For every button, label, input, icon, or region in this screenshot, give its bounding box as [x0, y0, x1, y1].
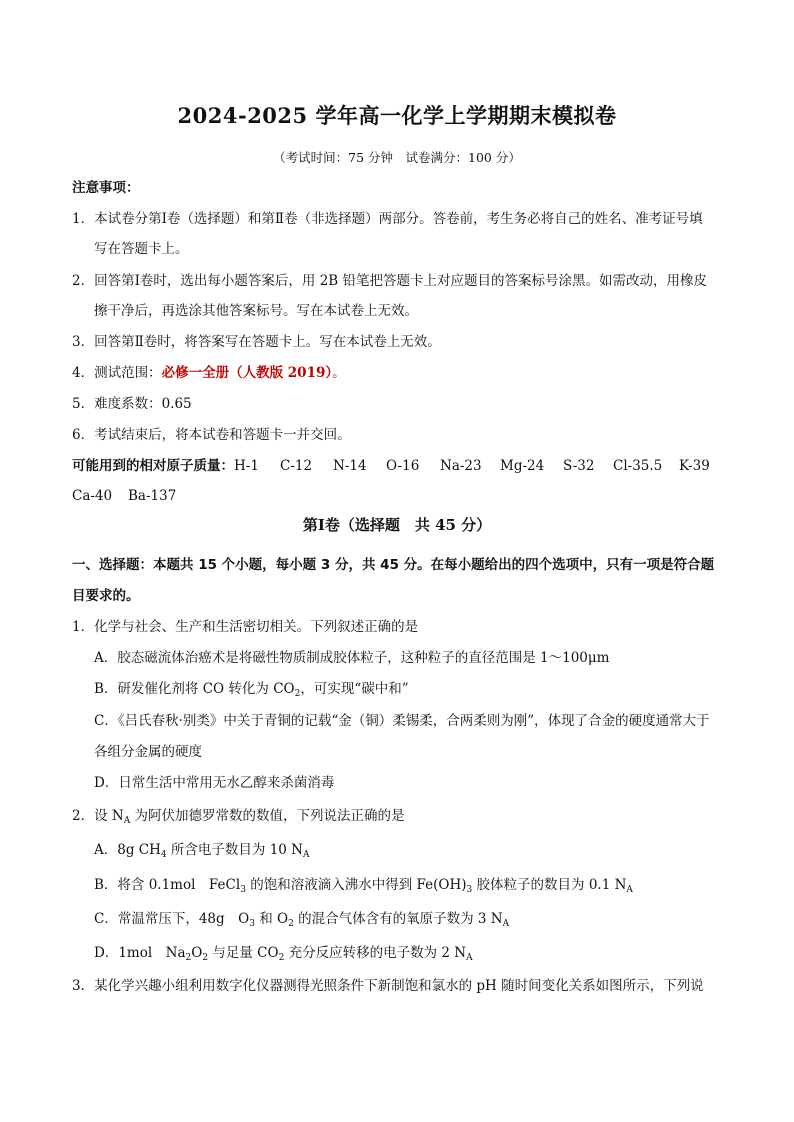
note-4 [72, 364, 346, 382]
q2-option-b-text: B．将含 0.1mol FeCl [94, 877, 241, 893]
q1-option-b-text: ，可实现“碳中和” [300, 681, 409, 697]
q2-option-d-text: 充分反应转移的电子数为 2 N [284, 945, 467, 961]
subscript: A [626, 885, 633, 895]
notes-heading: 注意事项： [72, 180, 140, 196]
instruction-line-2: 目要求的。 [72, 588, 140, 604]
q2-option-c-text: 和 O [254, 911, 289, 927]
note-3: 3．回答第Ⅱ卷时，将答案写在答题卡上。写在本试卷上无效。 [72, 334, 441, 350]
q1-stem: 1．化学与社会、生产和生活密切相关。下列叙述正确的是 [72, 619, 419, 635]
q2-option-c [94, 910, 509, 928]
subscript: 3 [249, 919, 255, 929]
q1-option-a: A．胶态磁流体治癌术是将磁性物质制成胶体粒子，这种粒子的直径范围是 1～100μm [94, 650, 610, 666]
subscript: 2 [278, 953, 285, 963]
instruction-line-1: 一、选择题：本题共 15 个小题，每小题 3 分，共 45 分。在每小题给出的四个选项中，只有一项是符合题 [72, 557, 715, 573]
q1-option-c-line-1: C．《吕氏春秋·别类》中关于青铜的记载“金（铜）柔锡柔，合两柔则为刚”，体现了合金的硬度通常大于 [94, 713, 710, 729]
subscript: 2 [288, 919, 294, 929]
note-6: 6．考试结束后，将本试卷和答题卡一并交回。 [72, 427, 351, 443]
subscript: 3 [240, 885, 246, 895]
atomic-mass-item: Cl-35.5 [613, 458, 663, 474]
subscript: 2 [202, 953, 209, 963]
subscript: 4 [160, 850, 167, 860]
q2-option-d-text: O [191, 945, 203, 961]
atomic-mass-row-2 [72, 487, 176, 505]
q1-option-c-line-2: 各组分金属的硬度 [94, 744, 202, 760]
subscript: 3 [466, 885, 473, 895]
q2-stem-text: 为阿伏加德罗常数的数值，下列说法正确的是 [130, 808, 405, 824]
subscript: A [502, 919, 510, 929]
atomic-mass-item: Ca-40 [72, 488, 113, 504]
atomic-mass-label: 可能用到的相对原子质量： [72, 458, 234, 474]
q2-option-b-text: 的饱和溶液滴入沸水中得到 Fe(OH) [245, 877, 467, 893]
note-4-scope: 必修一全册（人教版 2019） [161, 365, 333, 381]
note-1-line-1: 1．本试卷分第Ⅰ卷（选择题）和第Ⅱ卷（非选择题）两部分。答卷前，考生务必将自己的姓名、准考证号填 [72, 211, 703, 227]
q2-option-a-text: A．8g CH [94, 842, 161, 858]
q2-stem-text: 2．设 N [72, 808, 124, 824]
q2-option-d-text: 与足量 CO [208, 945, 279, 961]
q2-option-c-text: 的混合气体含有的氧原子数为 3 N [293, 911, 503, 927]
atomic-mass-item: Ba-137 [128, 488, 177, 504]
q2-option-c-text: C．常温常压下，48g O [94, 911, 250, 927]
q2-option-a-text: 所含电子数目为 10 N [166, 842, 303, 858]
atomic-mass-item: S-32 [563, 458, 595, 474]
atomic-mass-item: C-12 [280, 458, 313, 474]
exam-title: 2024-2025 学年高一化学上学期期末模拟卷 [177, 103, 617, 128]
note-1-line-2: 写在答题卡上。 [94, 241, 189, 257]
note-4-suffix: 。 [332, 365, 346, 381]
q2-option-d [94, 944, 473, 962]
atomic-mass-item: O-16 [386, 458, 420, 474]
exam-subtitle: （考试时间：75 分钟 试卷满分：100 分） [273, 150, 521, 165]
atomic-mass-item: Mg-24 [500, 458, 545, 474]
note-4-prefix: 4．测试范围： [72, 365, 162, 381]
q2-option-a [94, 841, 309, 859]
atomic-mass-item: N-14 [333, 458, 367, 474]
note-2-line-2: 擦干净后，再选涂其他答案标号。写在本试卷上无效。 [94, 303, 418, 319]
q2-option-b [94, 876, 633, 894]
atomic-mass-item: K-39 [679, 458, 710, 474]
note-2-line-1: 2．回答第Ⅰ卷时，选出每小题答案后，用 2B 铅笔把答题卡上对应题目的答案标号涂黑。如需改动，用橡皮 [72, 273, 708, 289]
subscript: A [302, 850, 310, 860]
atomic-mass-row-1 [72, 457, 710, 475]
subscript: 2 [185, 953, 192, 963]
q3-stem: 3．某化学兴趣小组利用数字化仪器测得光照条件下新制饱和氯水的 pH 随时间变化关系如图所示，下列说 [72, 978, 704, 994]
subscript: A [123, 816, 131, 826]
q2-stem [72, 807, 405, 825]
q1-option-b-text: B．研发催化剂将 CO 转化为 CO [94, 681, 295, 697]
q2-option-d-text: D．1mol Na [94, 945, 186, 961]
atomic-mass-item: Na-23 [440, 458, 482, 474]
q1-option-d: D．日常生活中常用无水乙醇来杀菌消毒 [94, 775, 335, 791]
subscript: A [466, 953, 473, 963]
note-5: 5．难度系数：0.65 [72, 396, 192, 412]
q2-option-b-text: 胶体粒子的数目为 0.1 N [472, 877, 627, 893]
section-title: 第Ⅰ卷（选择题 共 45 分） [302, 516, 492, 534]
q1-option-b [94, 680, 409, 698]
atomic-mass-item: H-1 [234, 458, 259, 474]
subscript: 2 [294, 689, 301, 699]
